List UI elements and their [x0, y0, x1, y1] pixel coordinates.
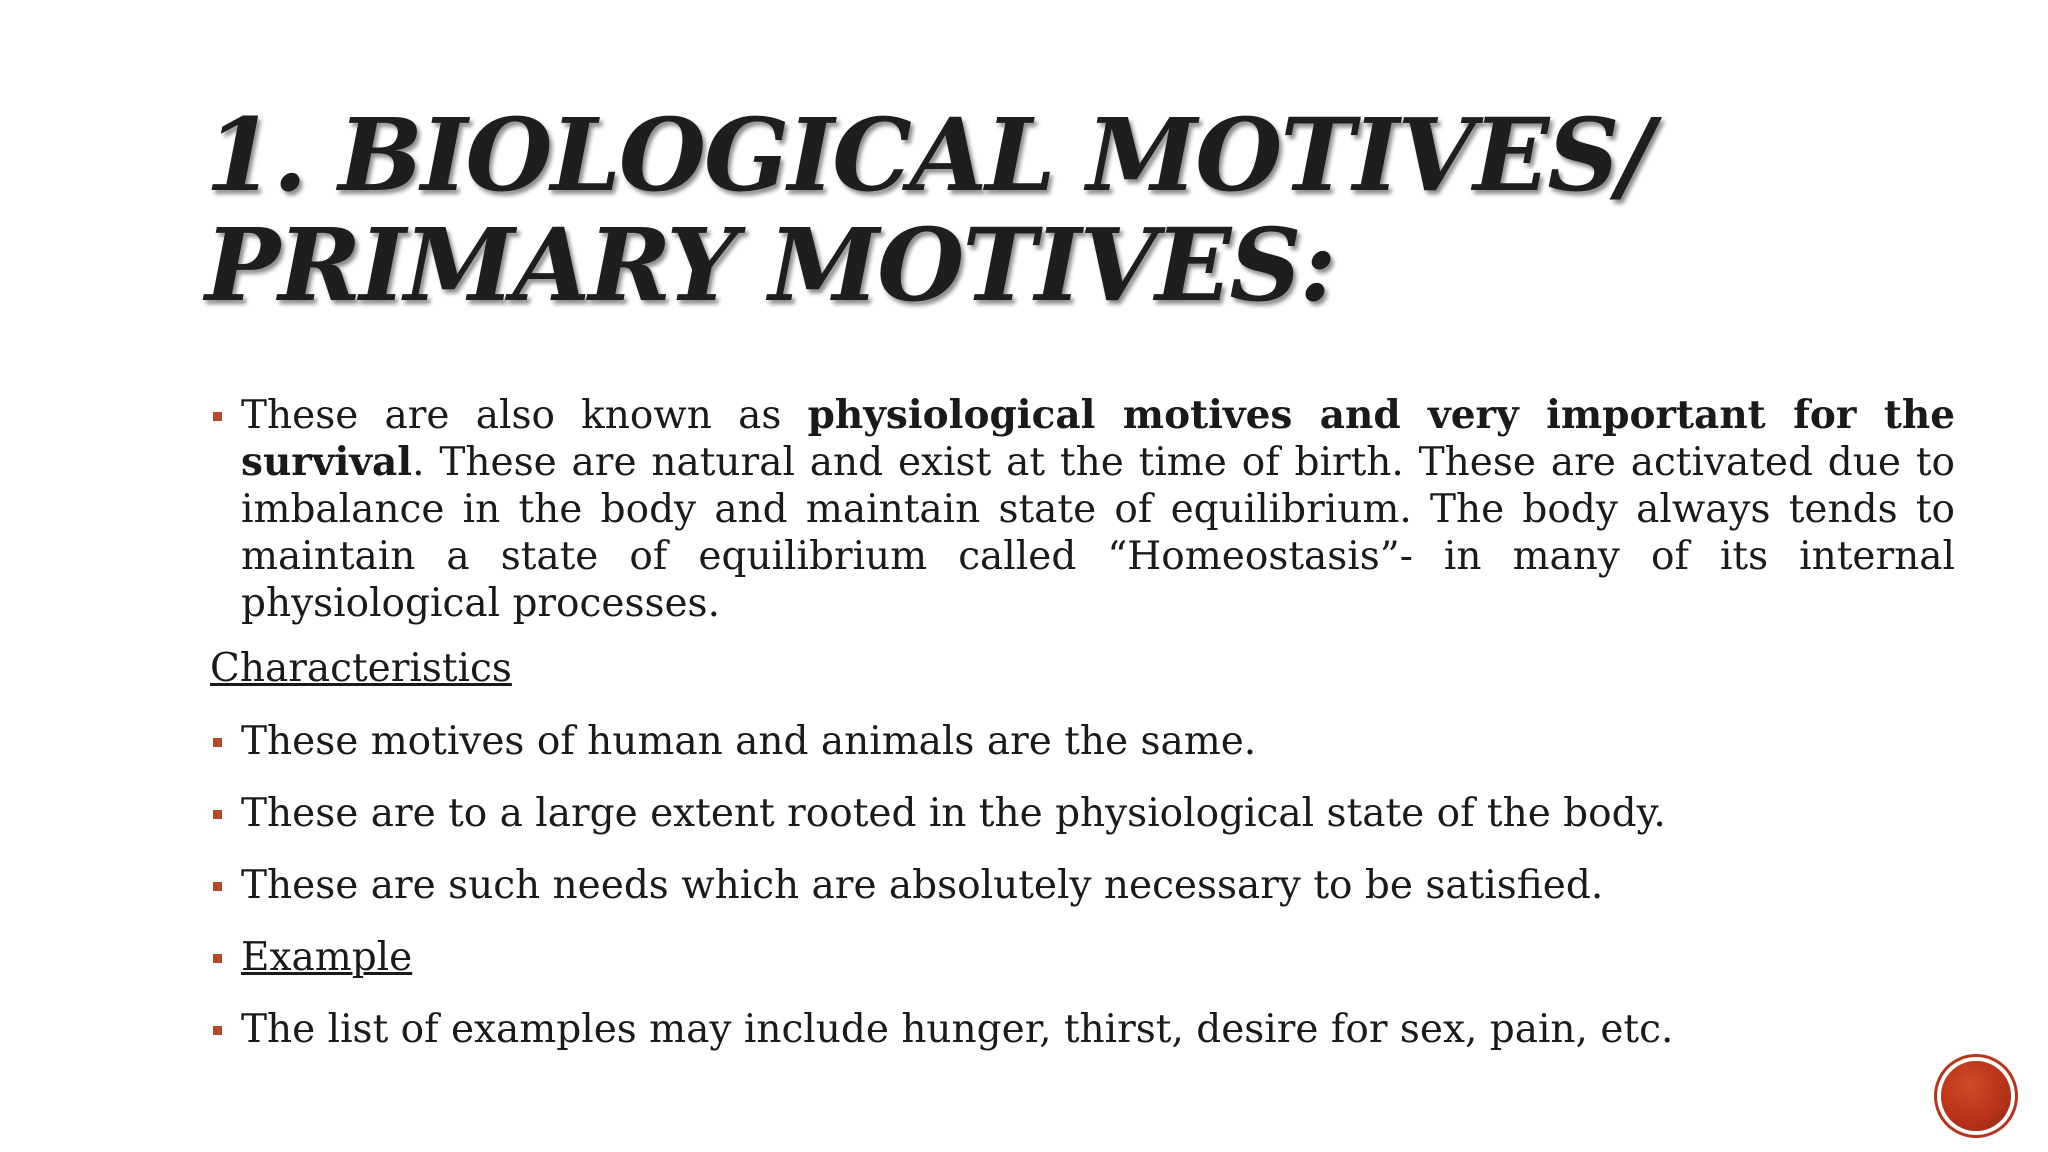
square-bullet-icon: [213, 1026, 222, 1035]
characteristic-item-text: These are such needs which are absolutely necessary to be satisfied.: [241, 863, 1604, 908]
example-heading-bullet: [210, 934, 1955, 981]
square-bullet-icon: [213, 882, 222, 891]
slide-content: [210, 392, 1955, 1078]
characteristic-item-text: These are to a large extent rooted in the physiological state of the body.: [241, 791, 1666, 836]
slide-title: [205, 96, 1905, 324]
square-bullet-icon: [213, 412, 222, 421]
characteristics-heading: Characteristics: [210, 646, 512, 691]
characteristic-item: [210, 718, 1955, 765]
square-bullet-icon: [213, 810, 222, 819]
intro-bullet: [210, 392, 1955, 627]
slide-title-line-1: 1. BIOLOGICAL MOTIVES/: [205, 96, 1653, 214]
square-bullet-icon: [213, 738, 222, 747]
example-item: [210, 1006, 1955, 1053]
characteristic-item: [210, 862, 1955, 909]
characteristic-item: [210, 790, 1955, 837]
square-bullet-icon: [213, 954, 222, 963]
intro-text-bold: physiological motives and very important for the survival: [241, 392, 1956, 485]
slide-title-line-2: PRIMARY MOTIVES:: [205, 206, 1335, 324]
example-heading: Example: [241, 935, 413, 980]
intro-text-end: . These are natural and exist at the time of birth. These are activated due to imbalance in the body and maintain state of equilibrium. The body always tends to maintain a state of equilibrium called “Homeostasis”- in many of its internal physiological processes.: [241, 440, 1955, 626]
characteristic-item-text: These motives of human and animals are the same.: [241, 719, 1257, 764]
slide-nav-button[interactable]: [1941, 1061, 2011, 1131]
intro-text-start: These are also known as: [241, 393, 808, 438]
example-item-text: The list of examples may include hunger, thirst, desire for sex, pain, etc.: [241, 1007, 1674, 1052]
